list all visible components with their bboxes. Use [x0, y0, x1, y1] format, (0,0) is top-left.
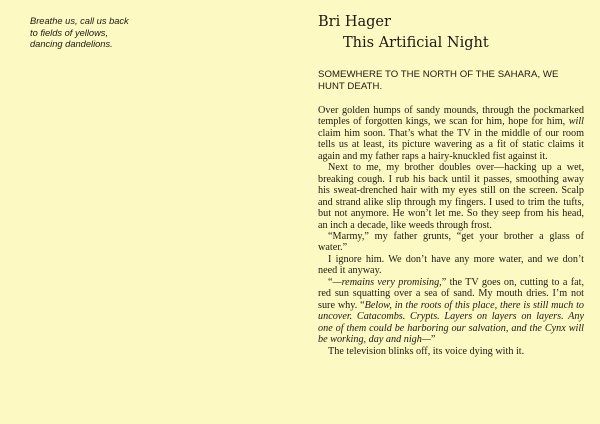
story-title: This Artificial Night: [343, 35, 489, 51]
paragraph: “Marmy,” my father grunts, “get your brother a glass of water.”: [318, 230, 584, 254]
paragraph: “—remains very promising,” the TV goes on, cutting to a fat, red sun squatting over a sea of sand. My mouth dries. I’m not sure why. “Below, in the roots of this place, there is still much to uncover. Catacombs. Crypts. Layers on layers on layers. Any one of them could be harboring our salvation, and the Cynx will be working, day and nigh—”: [318, 276, 585, 346]
opening-line: SOMEWHERE TO THE NORTH OF THE SAHARA, WE HUNT DEATH.: [318, 69, 559, 93]
epigraph-line: to fields of yellows,: [30, 27, 109, 38]
author-name: Bri Hager: [318, 14, 391, 30]
paragraph: I ignore him. We don’t have any more water, and we don’t need it anyway.: [318, 253, 584, 277]
paragraph: Over golden humps of sandy mounds, through the pockmarked temples of forgotten kings, we scan for him, hope for him, will claim him soon. That’s what the TV in the middle of our room tells us at least, its picture wavering as a fit of static claims it again and my father raps a hairy-knuckled fist against it.: [318, 105, 584, 162]
paragraph: Next to me, my brother doubles over—hacking up a wet, breaking cough. I rub his back until it passes, smoothing away his sweat-drenched hair with my eyes still on the screen. Scalp and strand alike slip through my fingers. I used to trim the tufts, but not anymore. He won’t let me. So they seep from his head, an inch a decade, like weeds through frost.: [318, 162, 584, 231]
story-body: [318, 105, 584, 357]
epigraph-line: dancing dandelions.: [30, 39, 113, 49]
epigraph-line: Breathe us, call us back: [30, 16, 129, 26]
epigraph: [30, 16, 190, 51]
paragraph: The television blinks off, its voice dying with it.: [328, 345, 525, 357]
